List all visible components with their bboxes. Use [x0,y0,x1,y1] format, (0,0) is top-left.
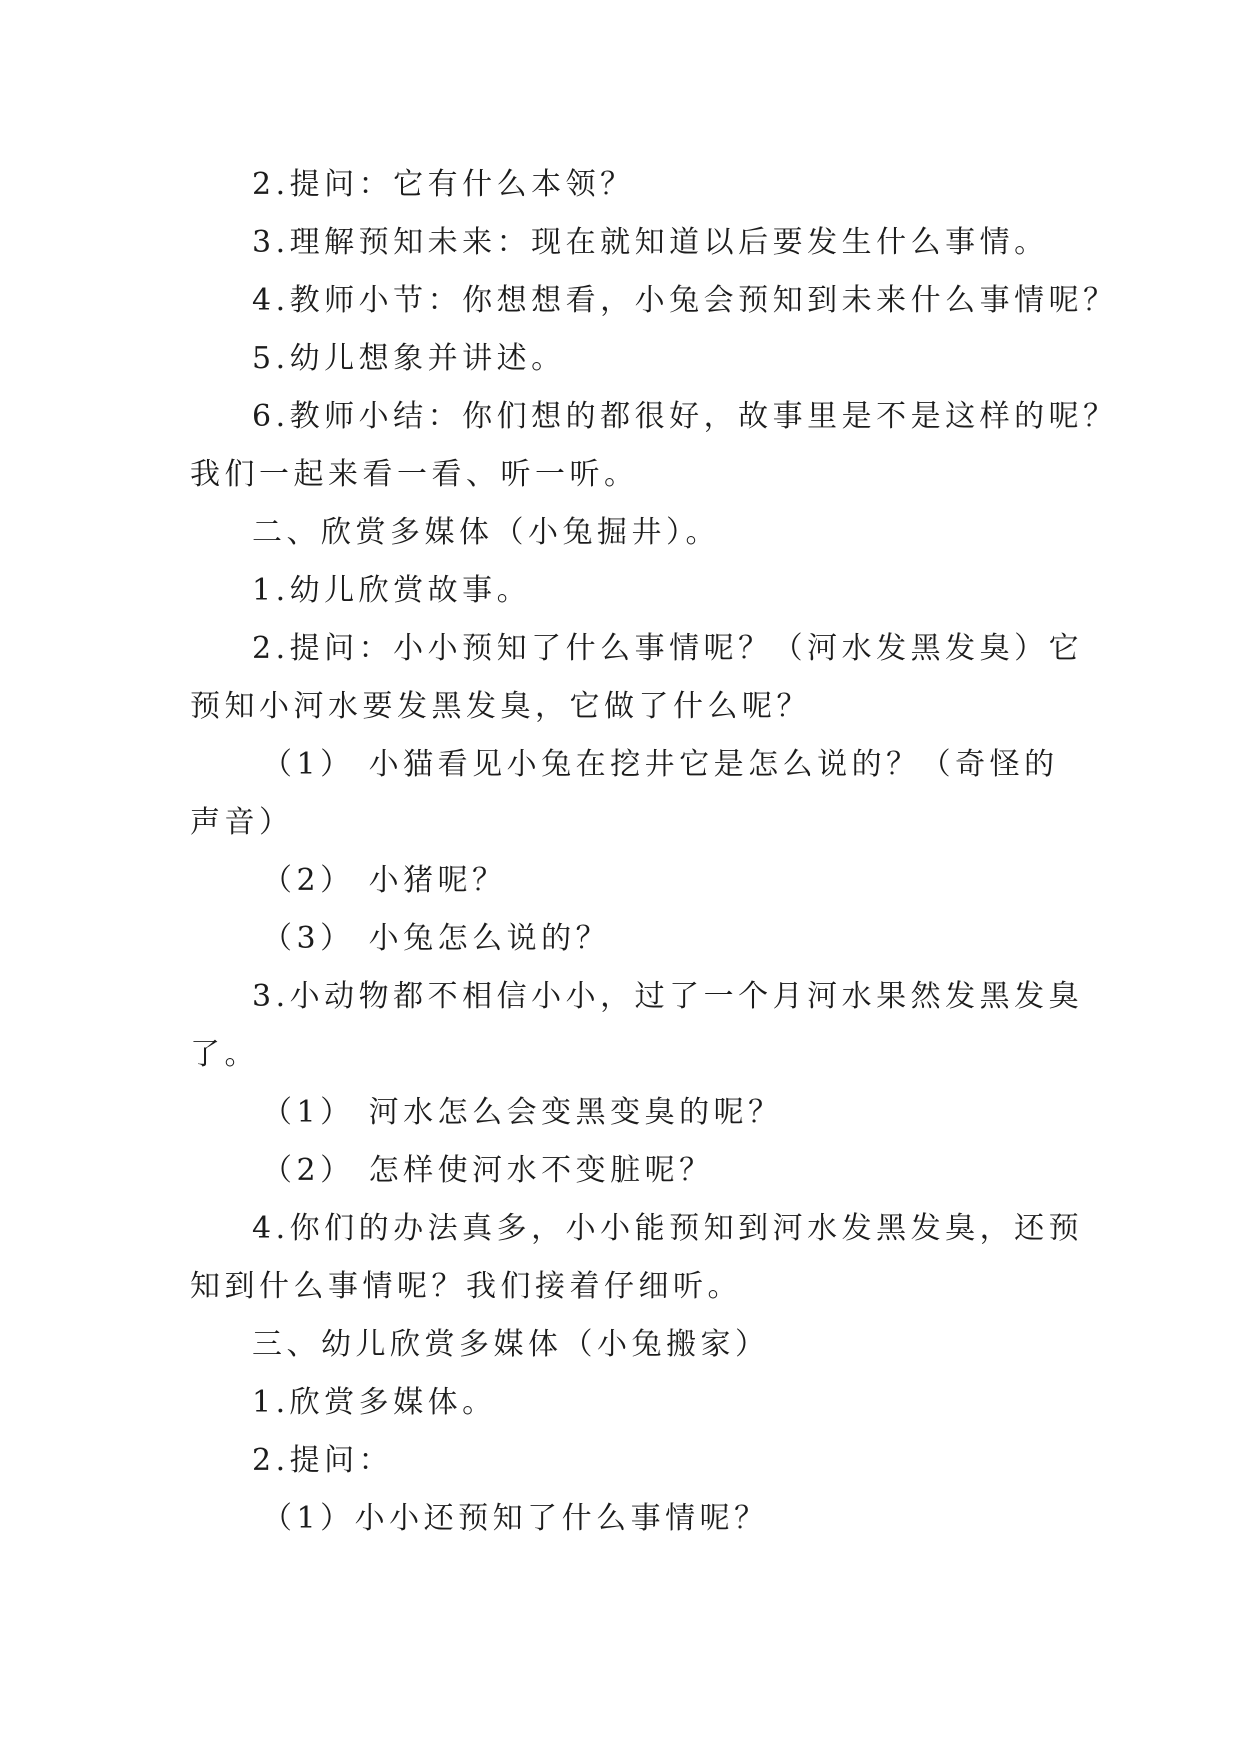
text-line: 3.小动物都不相信小小，过了一个月河水果然发黑发臭 [252,979,1084,1014]
text-line: 2.提问：它有什么本领？ [252,167,635,202]
text-line: 4.你们的办法真多，小小能预知到河水发黑发臭，还预 [252,1211,1084,1246]
text-line: 5.幼儿想象并讲述。 [252,341,566,376]
text-line: 4.教师小节：你想想看，小兔会预知到未来什么事情呢？ [252,283,1118,318]
section-heading: 二、欣赏多媒体（小兔掘井）。 [252,515,720,550]
text-line: 知到什么事情呢？我们接着仔细听。 [190,1269,742,1304]
text-line: 3.理解预知未来：现在就知道以后要发生什么事情。 [252,225,1049,260]
text-line: 2.提问：小小预知了什么事情呢？（河水发黑发臭）它 [252,631,1084,666]
text-line: 1.幼儿欣赏故事。 [252,573,532,608]
text-line: 预知小河水要发黑发臭，它做了什么呢？ [190,689,811,724]
text-line: （2） 小猪呢？ [262,863,507,898]
text-line: 了。 [190,1037,259,1072]
text-line: 声音） [190,805,294,840]
text-line: 我们一起来看一看、听一听。 [190,457,639,492]
text-line: 2.提问： [252,1443,394,1478]
text-line: （3） 小兔怎么说的？ [262,921,611,956]
text-line: （1） 河水怎么会变黑变臭的呢？ [262,1095,783,1130]
text-line: （2） 怎样使河水不变脏呢？ [262,1153,714,1188]
section-heading: 三、幼儿欣赏多媒体（小兔搬家） [252,1327,770,1362]
text-line: 1.欣赏多媒体。 [252,1385,497,1420]
text-line: （1）小小还预知了什么事情呢？ [262,1501,769,1536]
text-line: （1） 小猫看见小兔在挖井它是怎么说的？（奇怪的 [262,747,1059,782]
text-line: 6.教师小结：你们想的都很好，故事里是不是这样的呢？ [252,399,1118,434]
